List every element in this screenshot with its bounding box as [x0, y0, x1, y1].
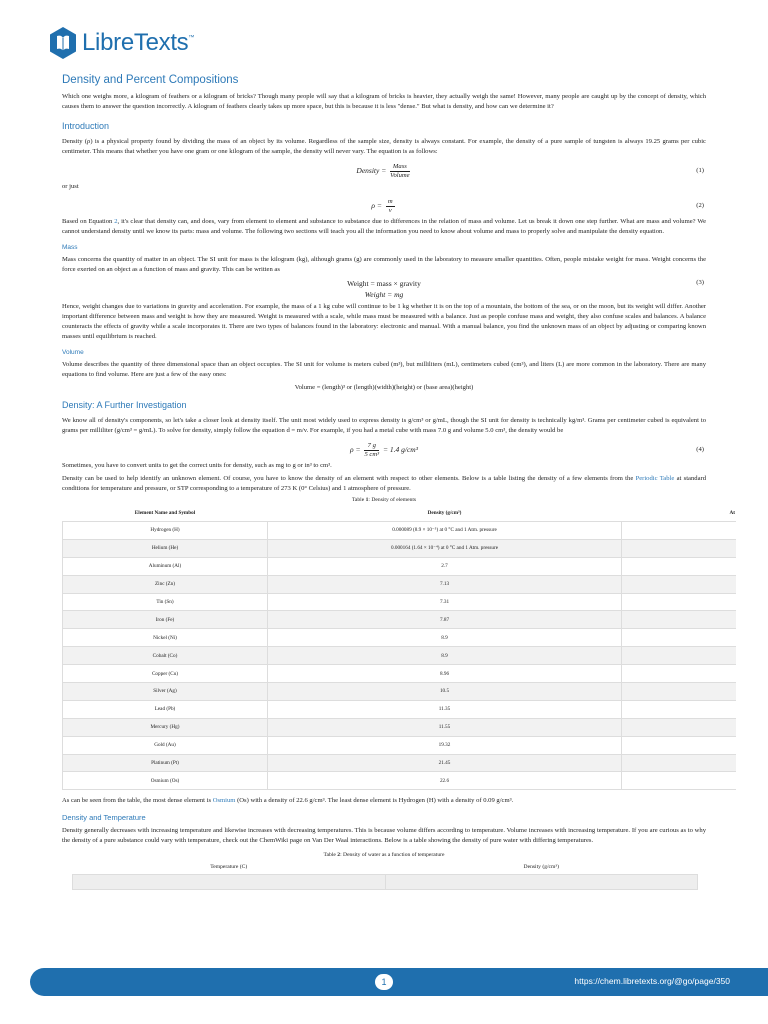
- table-cell: Nickel (Ni): [63, 629, 268, 647]
- table-cell: [622, 522, 737, 540]
- table-cell: 7.13: [268, 575, 622, 593]
- equation-2-link[interactable]: 2: [114, 218, 118, 225]
- temperature-paragraph: Density generally decreases with increasing temperature and likewise increases with decreasing temperatures. This is because volume differs according to temperature. Volume increases with increasing temperature. If you are curious as to why the density of a pure substance could vary with temperature, check out the ChemWiki page on Van Der Waal interactions. Below is a table showing the density of pure water with differing temperatures.: [62, 827, 706, 845]
- table-row: [63, 736, 737, 754]
- table-cell: [385, 875, 698, 890]
- table-row: [63, 539, 737, 557]
- table-row: [63, 754, 737, 772]
- table-row: [63, 593, 737, 611]
- table-cell: [622, 736, 737, 754]
- table-cell: Iron (Fe): [63, 611, 268, 629]
- equation-4: ρ = $\frac{7 g}{\text{5 cm³}}$ = 1.4 g/cm³ (4): [350, 442, 704, 458]
- hence-paragraph: Hence, weight changes due to variations in gravity and acceleration. For example, the mass of a 1 kg cube will continue to be 1 kg whether it is on the top of a mountain, the bottom of the sea, or on the moon, but its weight will differ. Another important difference between mass and weight is how they are measured. Weight is measured with a scale, while mass must be measured with a balance. Just as people confuse mass and weight, they also confuse scales and balances. A balance counteracts the effects of gravity while a scale incorporates it. There are two types of balances found in the laboratory: electronic and manual. With a manual balance, you find the unknown mass of an object by adjusting or comparing known masses until equilibrium is reached.: [62, 303, 706, 340]
- equation-3: Weight = mass × gravity Weight = mg (3): [347, 279, 704, 299]
- table-cell: Tin (Sn): [63, 593, 268, 611]
- table-cell: Helium (He): [63, 539, 268, 557]
- table-row: [63, 772, 737, 790]
- table-cell: 10.5: [268, 683, 622, 701]
- volume-paragraph: Volume describes the quantity of three dimensional space than an object occupies. The SI unit for volume is meters cubed (m³), but milliliters (mL), centimeters cubed (cm³), and liters (L) are more common in the laboratory. There are many equations to find volume. Here are just a few of the easy ones:: [62, 361, 706, 378]
- footer-bar: [30, 968, 768, 996]
- table-row: [63, 665, 737, 683]
- table-cell: 0.000164 (1.64 × 10⁻⁴) at 0 °C and 1 Atm. pressure: [268, 539, 622, 557]
- page-number: 1: [375, 974, 393, 990]
- densest-paragraph: As can be seen from the table, the most dense element is Osmium (Os) with a density of 22.6 g/cm³. The least dense element is Hydrogen (H) with a density of 0.09 g/cm³.: [62, 797, 514, 805]
- table-cell: [622, 665, 737, 683]
- table-header: Density (g/cm³): [523, 864, 559, 871]
- table-cell: 11.55: [268, 718, 622, 736]
- libretexts-logo[interactable]: [48, 26, 194, 60]
- table-cell: [622, 575, 737, 593]
- osmium-link[interactable]: Osmium: [212, 797, 236, 805]
- based-paragraph: Based on Equation 2, it's clear that density can, and does, vary from element to element and substance to substance due to differences in the relation of mass and volume. Let us break it down one step further. What are mass and volume? We cannot understand density until we know its parts: mass and volume. The following two sections will teach you all the information you need to know about volume and mass to properly solve and manipulate the density equation.: [62, 218, 706, 235]
- heading-further-investigation: Density: A Further Investigation: [62, 400, 187, 410]
- table-row: [63, 718, 737, 736]
- table-cell: [622, 629, 737, 647]
- table-header: Element Name and Symbol: [134, 510, 196, 516]
- table-cell: [622, 647, 737, 665]
- table-1-caption: Table 1: Density of elements: [351, 497, 417, 503]
- equation-1: Density = $\frac{\text{Mass}}{\text{Volume}}$ (1): [356, 163, 704, 179]
- table-cell: Platinum (Pt): [63, 754, 268, 772]
- table-cell: 19.32: [268, 736, 622, 754]
- table-cell: Cobalt (Co): [63, 647, 268, 665]
- table-cell: Copper (Cu): [63, 665, 268, 683]
- identify-paragraph: Density can be used to help identify an unknown element. Of course, you have to know the density of an element with respect to other elements. Below is a table listing the density of a few elements from the Periodic Table at standard conditions for temperature and pressure, or STP corresponding to a temperature of 273 K (0° Celsius) and 1 atmosphere of pressure.: [62, 475, 706, 492]
- table-row: [63, 629, 737, 647]
- table-row: [63, 700, 737, 718]
- periodic-table-link[interactable]: Periodic Table: [635, 475, 675, 482]
- table-row: [63, 575, 737, 593]
- table-cell: Mercury (Hg): [63, 718, 268, 736]
- table-cell: 0.000089 (8.9 × 10⁻⁵) at 0 °C and 1 Atm. pressure: [268, 522, 622, 540]
- table-cell: [622, 718, 737, 736]
- table-cell: Gold (Au): [63, 736, 268, 754]
- table-cell: [622, 772, 737, 790]
- mass-paragraph: Mass concerns the quantity of matter in an object. The SI unit for mass is the kilogram (kg), although grams (g) are commonly used in the laboratory to measure smaller quantities. Often, people mistake weight for mass. Weight concerns the force exerted on an object as a function of mass and gravity. This can be written as: [62, 256, 706, 273]
- heading-introduction: Introduction: [62, 121, 110, 131]
- table-cell: 7.87: [268, 611, 622, 629]
- volume-equation: Volume = (length)³ or (length)(width)(height) or (base area)(height): [294, 384, 474, 391]
- page-title: Density and Percent Compositions: [62, 74, 239, 86]
- table-cell: [622, 754, 737, 772]
- table-cell: [622, 683, 737, 701]
- table-cell: 11.35: [268, 700, 622, 718]
- table-cell: 21.45: [268, 754, 622, 772]
- density-table: [62, 505, 736, 790]
- heading-mass: Mass: [62, 244, 78, 251]
- logo-wordmark: LibreTexts™: [82, 29, 195, 56]
- heading-density-temperature: Density and Temperature: [62, 813, 146, 823]
- table-cell: 8.96: [268, 665, 622, 683]
- table-cell: Lead (Pb): [63, 700, 268, 718]
- table-row: [63, 683, 737, 701]
- table-cell: 2.7: [268, 557, 622, 575]
- table-cell: 22.6: [268, 772, 622, 790]
- table-row: [63, 647, 737, 665]
- table-cell: Silver (Ag): [63, 683, 268, 701]
- further-paragraph: We know all of density's components, so let's take a closer look at density itself. The unit most widely used to express density is g/cm³ or g/mL, though the SI unit for density is technically kg/m³. Grams per centimeter cubed is equivalent to grams per milliliter (g/cm³ = g/mL). To solve for density, simply follow the equation d = m/v. For example, if you had a metal cube with mass 7.0 g and volume 5.0 cm³, the density would be: [62, 417, 706, 434]
- table-cell: 8.9: [268, 647, 622, 665]
- article: [62, 72, 735, 890]
- table-header: Density (g/cm³): [427, 510, 462, 516]
- table-row: [63, 611, 737, 629]
- equation-2: ρ = $\frac{m}{v}$ (2): [371, 198, 704, 214]
- libretexts-logo-icon: [48, 26, 78, 60]
- or-just-text: or just: [62, 183, 79, 190]
- table-cell: 8.9: [268, 629, 622, 647]
- intro-paragraph: Which one weighs more, a kilogram of feathers or a kilogram of bricks? Though many people will say that a kilogram of bricks is heavier, they actually weigh the same! However, many people are caught up by the concept of density, which causes them to answer the question incorrectly. A kilogram of feathers clearly takes up more space, but this is because it is less "dense." But what is density, and how can we determine it?: [62, 93, 706, 110]
- table-cell: Zinc (Zn): [63, 575, 268, 593]
- table-header: Temperature (C): [210, 864, 248, 871]
- table-cell: Hydrogen (H): [63, 522, 268, 540]
- table-cell: 7.31: [268, 593, 622, 611]
- density-paragraph: Density (ρ) is a physical property found by dividing the mass of an object by its volume. Regardless of the sample size, density is always constant. For example, the density of a pure sample of tungsten is always 19.25 grams per cubic centimeter. This means that whether you have one gram or one kilogram of the sample, the density will never vary. The equation is as follows:: [62, 138, 706, 155]
- table-row: [63, 557, 737, 575]
- heading-volume: Volume: [62, 349, 84, 356]
- table-cell: [622, 611, 737, 629]
- table-cell: [622, 557, 737, 575]
- page-url[interactable]: https://chem.libretexts.org/@go/page/350: [574, 976, 730, 986]
- table-row: [63, 522, 737, 540]
- table-header: At: [729, 510, 735, 516]
- water-density-table: [72, 860, 698, 890]
- table-cell: [73, 875, 386, 890]
- table-cell: [622, 700, 737, 718]
- sometimes-paragraph: Sometimes, you have to convert units to get the correct units for density, such as mg to g or in³ to cm³.: [62, 462, 332, 469]
- table-cell: Osmium (Os): [63, 772, 268, 790]
- table-cell: [622, 539, 737, 557]
- table-2-caption: Table 2: Density of water as a function of temperature: [323, 852, 445, 859]
- table-cell: [622, 593, 737, 611]
- table-cell: Aluminum (Al): [63, 557, 268, 575]
